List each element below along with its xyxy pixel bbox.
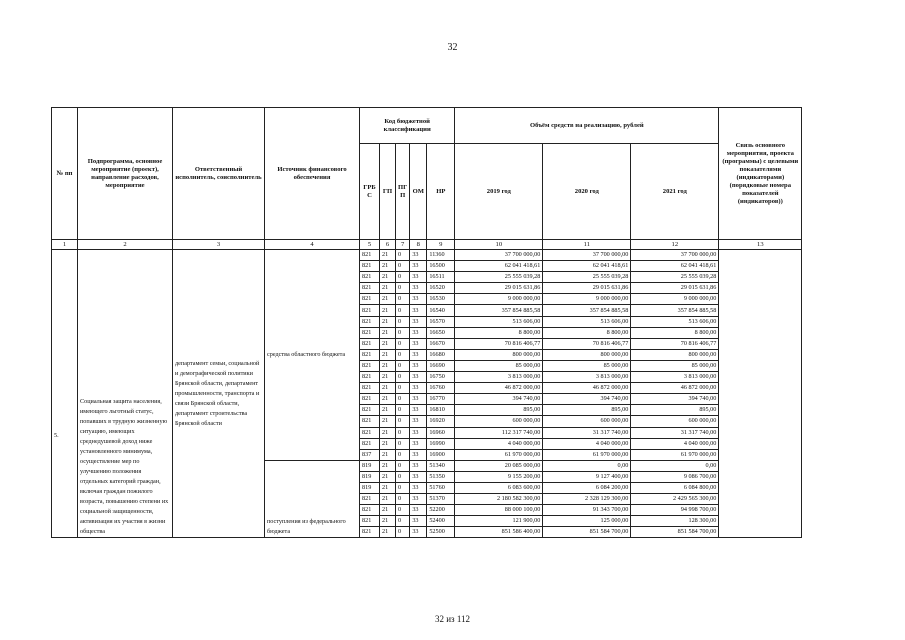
nr-cell: 16960	[427, 427, 455, 438]
amount-2021: 2 429 565 300,00	[631, 494, 719, 505]
nr-cell: 16690	[427, 360, 455, 371]
header-om: ОМ	[410, 144, 427, 240]
amount-2021: 513 606,00	[631, 316, 719, 327]
page-footer: 32 из 112	[434, 614, 471, 624]
amount-2019: 3 813 000,00	[455, 372, 543, 383]
column-number: 8	[410, 240, 427, 250]
om-cell: 33	[410, 482, 427, 493]
grbs-cell: 821	[360, 305, 380, 316]
amount-2019: 20 085 000,00	[455, 460, 543, 471]
gp-cell: 21	[380, 360, 396, 371]
grbs-cell: 821	[360, 261, 380, 272]
pgp-cell: 0	[396, 272, 410, 283]
om-cell: 33	[410, 460, 427, 471]
column-number: 7	[396, 240, 410, 250]
gp-cell: 21	[380, 272, 396, 283]
amount-2019: 112 317 740,00	[455, 427, 543, 438]
gp-cell: 21	[380, 261, 396, 272]
header-grbs: ГРБ С	[360, 144, 380, 240]
program-cell	[78, 250, 173, 538]
pgp-cell: 0	[396, 360, 410, 371]
pgp-cell: 0	[396, 349, 410, 360]
amount-2020: 851 584 700,00	[543, 527, 631, 538]
amount-2021: 94 998 700,00	[631, 505, 719, 516]
column-number-row	[52, 240, 802, 250]
grbs-cell: 819	[360, 460, 380, 471]
nr-cell: 16990	[427, 438, 455, 449]
amount-2020: 394 740,00	[543, 394, 631, 405]
amount-2020: 9 127 400,00	[543, 471, 631, 482]
amount-2021: 851 584 700,00	[631, 527, 719, 538]
pgp-cell: 0	[396, 250, 410, 261]
gp-cell: 21	[380, 405, 396, 416]
grbs-cell: 821	[360, 405, 380, 416]
amount-2019: 357 854 885,58	[455, 305, 543, 316]
grbs-cell: 821	[360, 494, 380, 505]
amount-2021: 394 740,00	[631, 394, 719, 405]
grbs-cell: 821	[360, 372, 380, 383]
nr-cell: 11360	[427, 250, 455, 261]
grbs-cell: 821	[360, 438, 380, 449]
om-cell: 33	[410, 394, 427, 405]
grbs-cell: 821	[360, 516, 380, 527]
grbs-cell: 821	[360, 327, 380, 338]
nr-cell: 52500	[427, 527, 455, 538]
amount-2021: 800 000,00	[631, 349, 719, 360]
pgp-cell: 0	[396, 438, 410, 449]
gp-cell: 21	[380, 250, 396, 261]
header-volume: Объём средств на реализацию, рублей	[455, 108, 719, 144]
budget-table	[51, 107, 802, 538]
header-budget-code: Код бюджетной классификации	[360, 108, 455, 144]
nr-cell: 16540	[427, 305, 455, 316]
nr-cell: 16920	[427, 416, 455, 427]
amount-2020: 91 343 700,00	[543, 505, 631, 516]
amount-2019: 6 083 600,00	[455, 482, 543, 493]
program-text: Социальная защита населения, имеющего льготный статус, попавших в трудную жизненную ситуацию, имеющих среднедушевой доход ниже установленного минимума, осуществление мер по улучшению положения отдельных категорий граждан, включая граждан пожилого возраста, повышению степени их социальной защищенности, активизация их участия в жизни общества	[80, 398, 169, 536]
amount-2021: 62 041 418,61	[631, 261, 719, 272]
nr-cell: 51370	[427, 494, 455, 505]
gp-cell: 21	[380, 283, 396, 294]
amount-2020: 61 970 000,00	[543, 449, 631, 460]
nr-cell: 16810	[427, 405, 455, 416]
table-row	[52, 250, 802, 261]
om-cell: 33	[410, 427, 427, 438]
amount-2021: 46 872 000,00	[631, 383, 719, 394]
amount-2020: 29 015 631,86	[543, 283, 631, 294]
amount-2021: 4 040 000,00	[631, 438, 719, 449]
om-cell: 33	[410, 527, 427, 538]
om-cell: 33	[410, 416, 427, 427]
amount-2020: 3 813 000,00	[543, 372, 631, 383]
grbs-cell: 837	[360, 449, 380, 460]
column-number: 3	[173, 240, 265, 250]
gp-cell: 21	[380, 383, 396, 394]
amount-2020: 357 854 885,58	[543, 305, 631, 316]
amount-2020: 8 800,00	[543, 327, 631, 338]
grbs-cell: 821	[360, 283, 380, 294]
amount-2020: 62 041 418,61	[543, 261, 631, 272]
nr-cell: 16500	[427, 261, 455, 272]
executor-text: департамент семьи, социальной и демографической политики Брянской области, департамент промышленности, транспорта и связи Брянской области, департамент строительства Брянской области	[173, 250, 265, 538]
amount-2021: 37 700 000,00	[631, 250, 719, 261]
amount-2021: 25 555 039,28	[631, 272, 719, 283]
grbs-cell: 821	[360, 272, 380, 283]
om-cell: 33	[410, 405, 427, 416]
amount-2019: 800 000,00	[455, 349, 543, 360]
pgp-cell: 0	[396, 261, 410, 272]
amount-2019: 8 800,00	[455, 327, 543, 338]
amount-2020: 31 317 740,00	[543, 427, 631, 438]
amount-2021: 9 086 700,00	[631, 471, 719, 482]
nr-cell: 16650	[427, 327, 455, 338]
om-cell: 33	[410, 250, 427, 261]
amount-2020: 0,00	[543, 460, 631, 471]
nr-cell: 16520	[427, 283, 455, 294]
header-source: Источник финансового обеспечения	[265, 108, 360, 240]
nr-cell: 51760	[427, 482, 455, 493]
amount-2020: 513 606,00	[543, 316, 631, 327]
amount-2019: 70 816 406,77	[455, 338, 543, 349]
grbs-cell: 819	[360, 471, 380, 482]
amount-2021: 85 000,00	[631, 360, 719, 371]
grbs-cell: 821	[360, 360, 380, 371]
om-cell: 33	[410, 316, 427, 327]
table-body	[52, 250, 802, 538]
nr-cell: 16680	[427, 349, 455, 360]
column-number: 2	[78, 240, 173, 250]
om-cell: 33	[410, 516, 427, 527]
grbs-cell: 821	[360, 416, 380, 427]
om-cell: 33	[410, 505, 427, 516]
pgp-cell: 0	[396, 416, 410, 427]
amount-2020: 25 555 039,28	[543, 272, 631, 283]
om-cell: 33	[410, 438, 427, 449]
header-program: Подпрограмма, основное мероприятие (проект), направление расходов, мероприятие	[78, 108, 173, 240]
amount-2021: 6 084 800,00	[631, 482, 719, 493]
pgp-cell: 0	[396, 372, 410, 383]
amount-2020: 46 872 000,00	[543, 383, 631, 394]
amount-2019: 394 740,00	[455, 394, 543, 405]
amount-2019: 121 900,00	[455, 516, 543, 527]
amount-2019: 9 000 000,00	[455, 294, 543, 305]
gp-cell: 21	[380, 416, 396, 427]
amount-2021: 70 816 406,77	[631, 338, 719, 349]
column-number: 13	[719, 240, 802, 250]
nr-cell: 51340	[427, 460, 455, 471]
gp-cell: 21	[380, 372, 396, 383]
header-2021: 2021 год	[631, 144, 719, 240]
amount-2019: 88 000 100,00	[455, 505, 543, 516]
grbs-cell: 821	[360, 349, 380, 360]
amount-2019: 600 000,00	[455, 416, 543, 427]
amount-2021: 600 000,00	[631, 416, 719, 427]
header-no: № пп	[52, 108, 78, 240]
om-cell: 33	[410, 360, 427, 371]
om-cell: 33	[410, 494, 427, 505]
pgp-cell: 0	[396, 449, 410, 460]
amount-2019: 46 872 000,00	[455, 383, 543, 394]
grbs-cell: 821	[360, 250, 380, 261]
amount-2019: 25 555 039,28	[455, 272, 543, 283]
header-nr: НР	[427, 144, 455, 240]
om-cell: 33	[410, 338, 427, 349]
amount-2020: 800 000,00	[543, 349, 631, 360]
amount-2019: 4 040 000,00	[455, 438, 543, 449]
om-cell: 33	[410, 283, 427, 294]
amount-2021: 31 317 740,00	[631, 427, 719, 438]
link-cell	[719, 250, 802, 538]
column-number: 1	[52, 240, 78, 250]
amount-2021: 128 300,00	[631, 516, 719, 527]
nr-cell: 16750	[427, 372, 455, 383]
grbs-cell: 821	[360, 527, 380, 538]
om-cell: 33	[410, 349, 427, 360]
pgp-cell: 0	[396, 394, 410, 405]
gp-cell: 21	[380, 394, 396, 405]
pgp-cell: 0	[396, 338, 410, 349]
header-2019: 2019 год	[455, 144, 543, 240]
om-cell: 33	[410, 372, 427, 383]
gp-cell: 21	[380, 327, 396, 338]
amount-2020: 85 000,00	[543, 360, 631, 371]
gp-cell: 21	[380, 449, 396, 460]
om-cell: 33	[410, 261, 427, 272]
gp-cell: 21	[380, 438, 396, 449]
header-executor: Ответственный исполнитель, соисполнитель	[173, 108, 265, 240]
pgp-cell: 0	[396, 316, 410, 327]
amount-2021: 895,00	[631, 405, 719, 416]
amount-2019: 37 700 000,00	[455, 250, 543, 261]
om-cell: 33	[410, 327, 427, 338]
grbs-cell: 821	[360, 505, 380, 516]
gp-cell: 21	[380, 516, 396, 527]
grbs-cell: 821	[360, 394, 380, 405]
pgp-cell: 0	[396, 471, 410, 482]
source-regional: средства областного бюджета	[265, 250, 360, 461]
amount-2020: 9 000 000,00	[543, 294, 631, 305]
amount-2019: 9 155 200,00	[455, 471, 543, 482]
nr-cell: 16770	[427, 394, 455, 405]
amount-2021: 29 015 631,86	[631, 283, 719, 294]
amount-2019: 895,00	[455, 405, 543, 416]
amount-2020: 4 040 000,00	[543, 438, 631, 449]
nr-cell: 16900	[427, 449, 455, 460]
column-number: 6	[380, 240, 396, 250]
nr-cell: 16670	[427, 338, 455, 349]
om-cell: 33	[410, 272, 427, 283]
gp-cell: 21	[380, 460, 396, 471]
amount-2019: 2 180 582 300,00	[455, 494, 543, 505]
pgp-cell: 0	[396, 460, 410, 471]
header-gp: ГП	[380, 144, 396, 240]
nr-cell: 16570	[427, 316, 455, 327]
column-number: 9	[427, 240, 455, 250]
gp-cell: 21	[380, 349, 396, 360]
pgp-cell: 0	[396, 494, 410, 505]
grbs-cell: 821	[360, 383, 380, 394]
om-cell: 33	[410, 449, 427, 460]
gp-cell: 21	[380, 338, 396, 349]
page-number: 32	[447, 42, 458, 53]
om-cell: 33	[410, 294, 427, 305]
grbs-cell: 821	[360, 294, 380, 305]
column-number: 5	[360, 240, 380, 250]
gp-cell: 21	[380, 482, 396, 493]
gp-cell: 21	[380, 294, 396, 305]
nr-cell: 16530	[427, 294, 455, 305]
amount-2021: 0,00	[631, 460, 719, 471]
om-cell: 33	[410, 471, 427, 482]
grbs-cell: 821	[360, 427, 380, 438]
pgp-cell: 0	[396, 283, 410, 294]
grbs-cell: 819	[360, 482, 380, 493]
nr-cell: 52400	[427, 516, 455, 527]
grbs-cell: 821	[360, 338, 380, 349]
header-pgp: ПГ П	[396, 144, 410, 240]
column-number: 12	[631, 240, 719, 250]
amount-2019: 851 586 400,00	[455, 527, 543, 538]
pgp-cell: 0	[396, 294, 410, 305]
amount-2020: 6 084 200,00	[543, 482, 631, 493]
pgp-cell: 0	[396, 516, 410, 527]
pgp-cell: 0	[396, 383, 410, 394]
gp-cell: 21	[380, 527, 396, 538]
gp-cell: 21	[380, 316, 396, 327]
column-number: 10	[455, 240, 543, 250]
pgp-cell: 0	[396, 527, 410, 538]
nr-cell: 52200	[427, 505, 455, 516]
header-2020: 2020 год	[543, 144, 631, 240]
amount-2019: 29 015 631,86	[455, 283, 543, 294]
pgp-cell: 0	[396, 405, 410, 416]
pgp-cell: 0	[396, 427, 410, 438]
amount-2020: 125 000,00	[543, 516, 631, 527]
amount-2019: 62 041 418,61	[455, 261, 543, 272]
amount-2021: 3 813 000,00	[631, 372, 719, 383]
amount-2020: 37 700 000,00	[543, 250, 631, 261]
grbs-cell: 821	[360, 316, 380, 327]
gp-cell: 21	[380, 505, 396, 516]
nr-cell: 16760	[427, 383, 455, 394]
column-number: 4	[265, 240, 360, 250]
amount-2020: 600 000,00	[543, 416, 631, 427]
amount-2021: 357 854 885,58	[631, 305, 719, 316]
amount-2020: 70 816 406,77	[543, 338, 631, 349]
gp-cell: 21	[380, 305, 396, 316]
amount-2019: 85 000,00	[455, 360, 543, 371]
row-number: 5.	[52, 250, 78, 538]
amount-2021: 61 970 000,00	[631, 449, 719, 460]
amount-2020: 895,00	[543, 405, 631, 416]
pgp-cell: 0	[396, 505, 410, 516]
column-number: 11	[543, 240, 631, 250]
pgp-cell: 0	[396, 482, 410, 493]
gp-cell: 21	[380, 471, 396, 482]
amount-2021: 8 800,00	[631, 327, 719, 338]
om-cell: 33	[410, 305, 427, 316]
header-link: Связь основного мероприятия, проекта (программы) с целевыми показателями (индикаторами) (порядковые номера показателей (индикаторов))	[719, 108, 802, 240]
nr-cell: 51350	[427, 471, 455, 482]
amount-2019: 513 606,00	[455, 316, 543, 327]
amount-2019: 61 970 000,00	[455, 449, 543, 460]
amount-2020: 2 328 129 300,00	[543, 494, 631, 505]
pgp-cell: 0	[396, 327, 410, 338]
pgp-cell: 0	[396, 305, 410, 316]
source-federal: поступления из федерального бюджета	[265, 460, 360, 538]
gp-cell: 21	[380, 494, 396, 505]
om-cell: 33	[410, 383, 427, 394]
gp-cell: 21	[380, 427, 396, 438]
amount-2021: 9 000 000,00	[631, 294, 719, 305]
nr-cell: 16511	[427, 272, 455, 283]
